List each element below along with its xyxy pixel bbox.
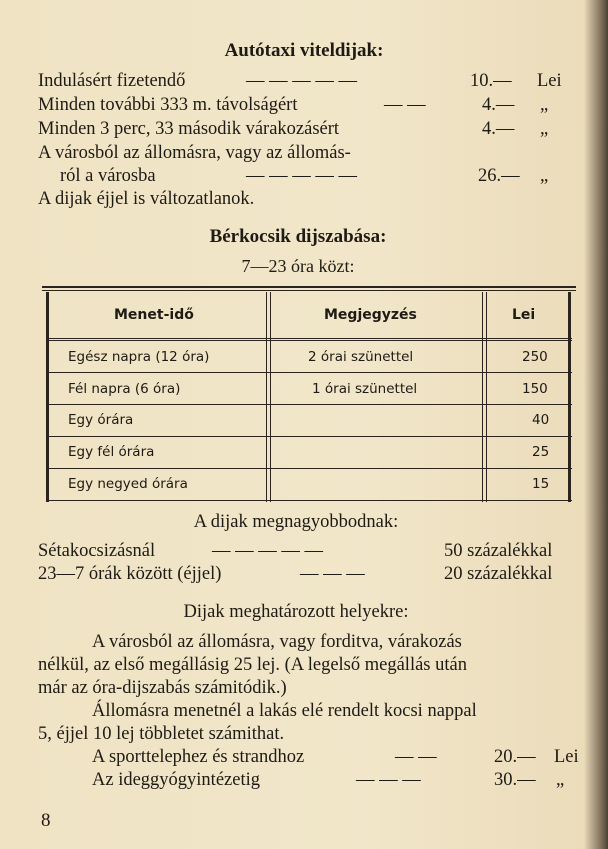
taxi-row-label: ról a városba — [60, 166, 156, 186]
taxi-row-dashes: — — — — — — [246, 71, 357, 91]
surcharge-dashes: — — — — [300, 564, 365, 584]
surcharge-title: A dijak megnagyobbodnak: — [193, 512, 399, 532]
fixed-fares-title: Dijak meghatározott helyekre: — [183, 602, 409, 622]
table-vline — [482, 292, 483, 502]
taxi-row-value: 26.— — [478, 166, 520, 186]
table-cell: 25 — [532, 444, 550, 460]
table-rule — [46, 338, 572, 341]
table-top-rule — [42, 286, 576, 288]
table-cell: Egy negyed órára — [68, 476, 188, 492]
table-header: Megjegyzés — [324, 307, 417, 323]
taxi-row-value: 4.— — [482, 119, 515, 139]
fixed-fare-unit: „ — [556, 770, 565, 790]
table-header: Menet-idő — [114, 307, 194, 323]
taxi-row-unit: „ — [540, 119, 549, 139]
taxi-row-label: Minden további 333 m. távolságért — [38, 95, 298, 115]
table-vline — [46, 292, 49, 502]
table-rule — [46, 500, 572, 501]
fixed-fare-value: 30.— — [494, 770, 536, 790]
fixed-fares-text: már az óra-dijszabás számitódik.) — [38, 678, 287, 698]
taxi-row-dashes: — — — — — — [246, 166, 357, 186]
taxi-row-label: Indulásért fizetendő — [38, 71, 186, 91]
table-rule — [46, 468, 572, 469]
taxi-note: A dijak éjjel is változatlanok. — [38, 189, 255, 209]
table-cell: 15 — [532, 476, 550, 492]
table-cell: 150 — [522, 381, 548, 397]
surcharge-label: 23—7 órák között (éjjel) — [38, 564, 222, 584]
taxi-row-unit: „ — [540, 166, 549, 186]
surcharge-label: Sétakocsizásnál — [38, 541, 156, 561]
table-cell: 2 órai szünettel — [308, 349, 414, 365]
table-cell: Egy órára — [68, 412, 134, 428]
fixed-fare-label: Az ideggyógyintézetig — [92, 770, 260, 790]
table-cell: 40 — [532, 412, 550, 428]
berkocsi-subtitle: 7—23 óra közt: — [241, 256, 355, 276]
table-cell: Egész napra (12 óra) — [68, 349, 210, 365]
taxi-row-unit: „ — [540, 95, 549, 115]
taxi-row-dashes: — — — [384, 95, 426, 115]
fixed-fares-text: 5, éjjel 10 lej többletet számithat. — [38, 724, 285, 744]
taxi-title: Autótaxi viteldijak: — [224, 40, 384, 61]
fixed-fares-text: nélkül, az első megállásig 25 lej. (A legelső megállás után — [38, 655, 467, 675]
taxi-row-label: A városból az állomásra, vagy az állomás- — [38, 143, 351, 163]
surcharge-value: 20 százalékkal — [444, 564, 553, 584]
fixed-fare-dashes: — — — — [356, 770, 421, 790]
taxi-row-label: Minden 3 perc, 33 második várakozásért — [38, 119, 340, 139]
table-rule — [46, 372, 572, 373]
table-rule — [46, 404, 572, 405]
table-top-rule — [42, 290, 576, 291]
tariff-table — [46, 286, 572, 502]
table-cell: 1 órai szünettel — [312, 381, 418, 397]
fixed-fare-unit: Lei — [554, 747, 579, 767]
berkocsi-title: Bérkocsik dijszabása: — [209, 226, 387, 247]
table-cell: Egy fél órára — [68, 444, 155, 460]
table-header: Lei — [512, 307, 536, 323]
table-vline — [266, 292, 267, 502]
taxi-row-unit: Lei — [537, 71, 562, 91]
fixed-fare-value: 20.— — [494, 747, 536, 767]
fixed-fare-dashes: — — — [395, 747, 437, 767]
table-vline — [486, 292, 487, 502]
fixed-fares-text: A városból az állomásra, vagy forditva, várakozás — [92, 632, 462, 652]
fixed-fare-label: A sporttelephez és strandhoz — [92, 747, 305, 767]
fixed-fares-text: Állomásra menetnél a lakás elé rendelt kocsi nappal — [92, 701, 477, 721]
table-rule — [46, 436, 572, 437]
table-cell: Fél napra (6 óra) — [68, 381, 181, 397]
taxi-row-value: 10.— — [470, 71, 512, 91]
surcharge-value: 50 százalékkal — [444, 541, 553, 561]
taxi-row-value: 4.— — [482, 95, 515, 115]
page-number: 8 — [41, 810, 51, 831]
table-vline — [568, 292, 571, 502]
table-vline — [270, 292, 271, 502]
table-cell: 250 — [522, 349, 548, 365]
surcharge-dashes: — — — — — — [212, 541, 323, 561]
